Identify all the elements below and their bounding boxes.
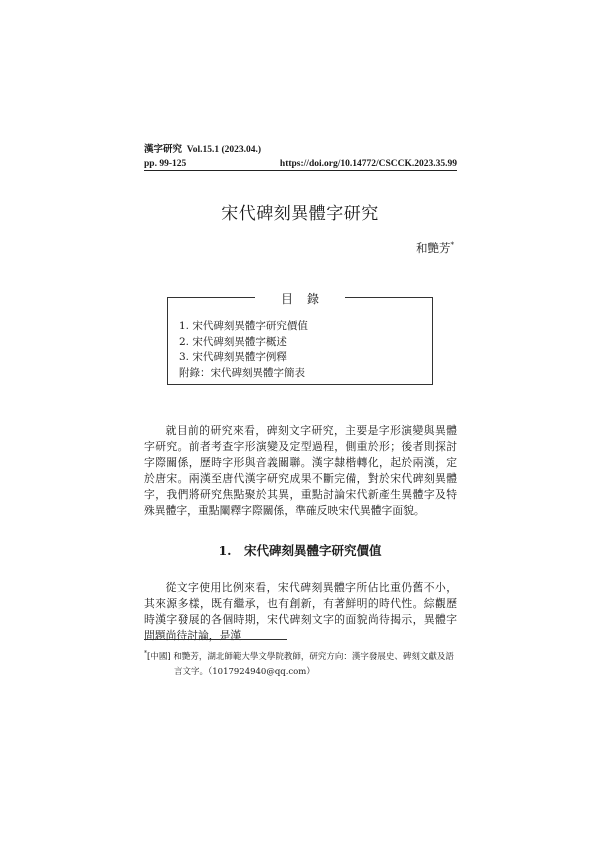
intro-paragraph: 就目前的研究來看，碑刻文字研究，主要是字形演變與異體字研究。前者考查字形演變及定型過程，側重於形；後者則探討字際關係，歷時字形與音義關聯。漢字隸楷轉化，起於兩漢，定於唐宋。兩漢至唐代漢字研究成果不斷完備，對於宋代碑刻異體字，我們將研究焦點聚於其異，重點討論宋代新產生異體字及特殊異體字，重點闡釋字際關係，準確反映宋代異體字面貌。 (144, 424, 457, 517)
toc-title: 目錄 (255, 290, 345, 307)
toc-list (179, 319, 308, 381)
section-heading: 1. 宋代碑刻異體字研究價值 (218, 543, 382, 558)
author-footnote-mark: * (450, 241, 454, 250)
header-divider (144, 170, 457, 171)
section-paragraph: 從文字使用比例來看，宋代碑刻異體字所佔比重仍舊不小，其來源多樣，既有繼承，也有創新，有著鮮明的時代性。綜觀歷時漢字發展的各個時期，宋代碑刻文字的面貌尚待揭示，異體字問題尚待討論，是漢 (144, 581, 457, 642)
footnote-line1: [中國] 和艷芳，湖北師範大學文學院教師，研究方向：漢字發展史、碑刻文獻及語 (147, 651, 454, 662)
toc-item: 3. 宋代碑刻異體字例釋 (179, 351, 287, 363)
toc-item: 1. 宋代碑刻異體字研究價值 (179, 320, 308, 332)
footnote-mark: * (144, 650, 147, 657)
doi-link[interactable]: https://doi.org/10.14772/CSCCK.2023.35.99 (279, 159, 457, 169)
footnote (144, 646, 459, 680)
footnote-line2: 言文字。（1017924940@qq.com） (174, 666, 315, 677)
page-range: pp. 99-125 (144, 159, 187, 169)
footnote-divider (144, 639, 287, 640)
author-name: 和艷芳 (416, 241, 451, 255)
author-line (416, 240, 454, 256)
paper-title: 宋代碑刻異體字研究 (221, 204, 379, 224)
toc-item: 附錄：宋代碑刻異體字簡表 (179, 366, 305, 379)
table-of-contents (167, 292, 433, 385)
journal-header (144, 143, 261, 171)
journal-volume: Vol.15.1 (2023.04.) (186, 145, 262, 155)
toc-item: 2. 宋代碑刻異體字概述 (179, 335, 287, 348)
journal-name: 漢字研究 (144, 145, 183, 155)
